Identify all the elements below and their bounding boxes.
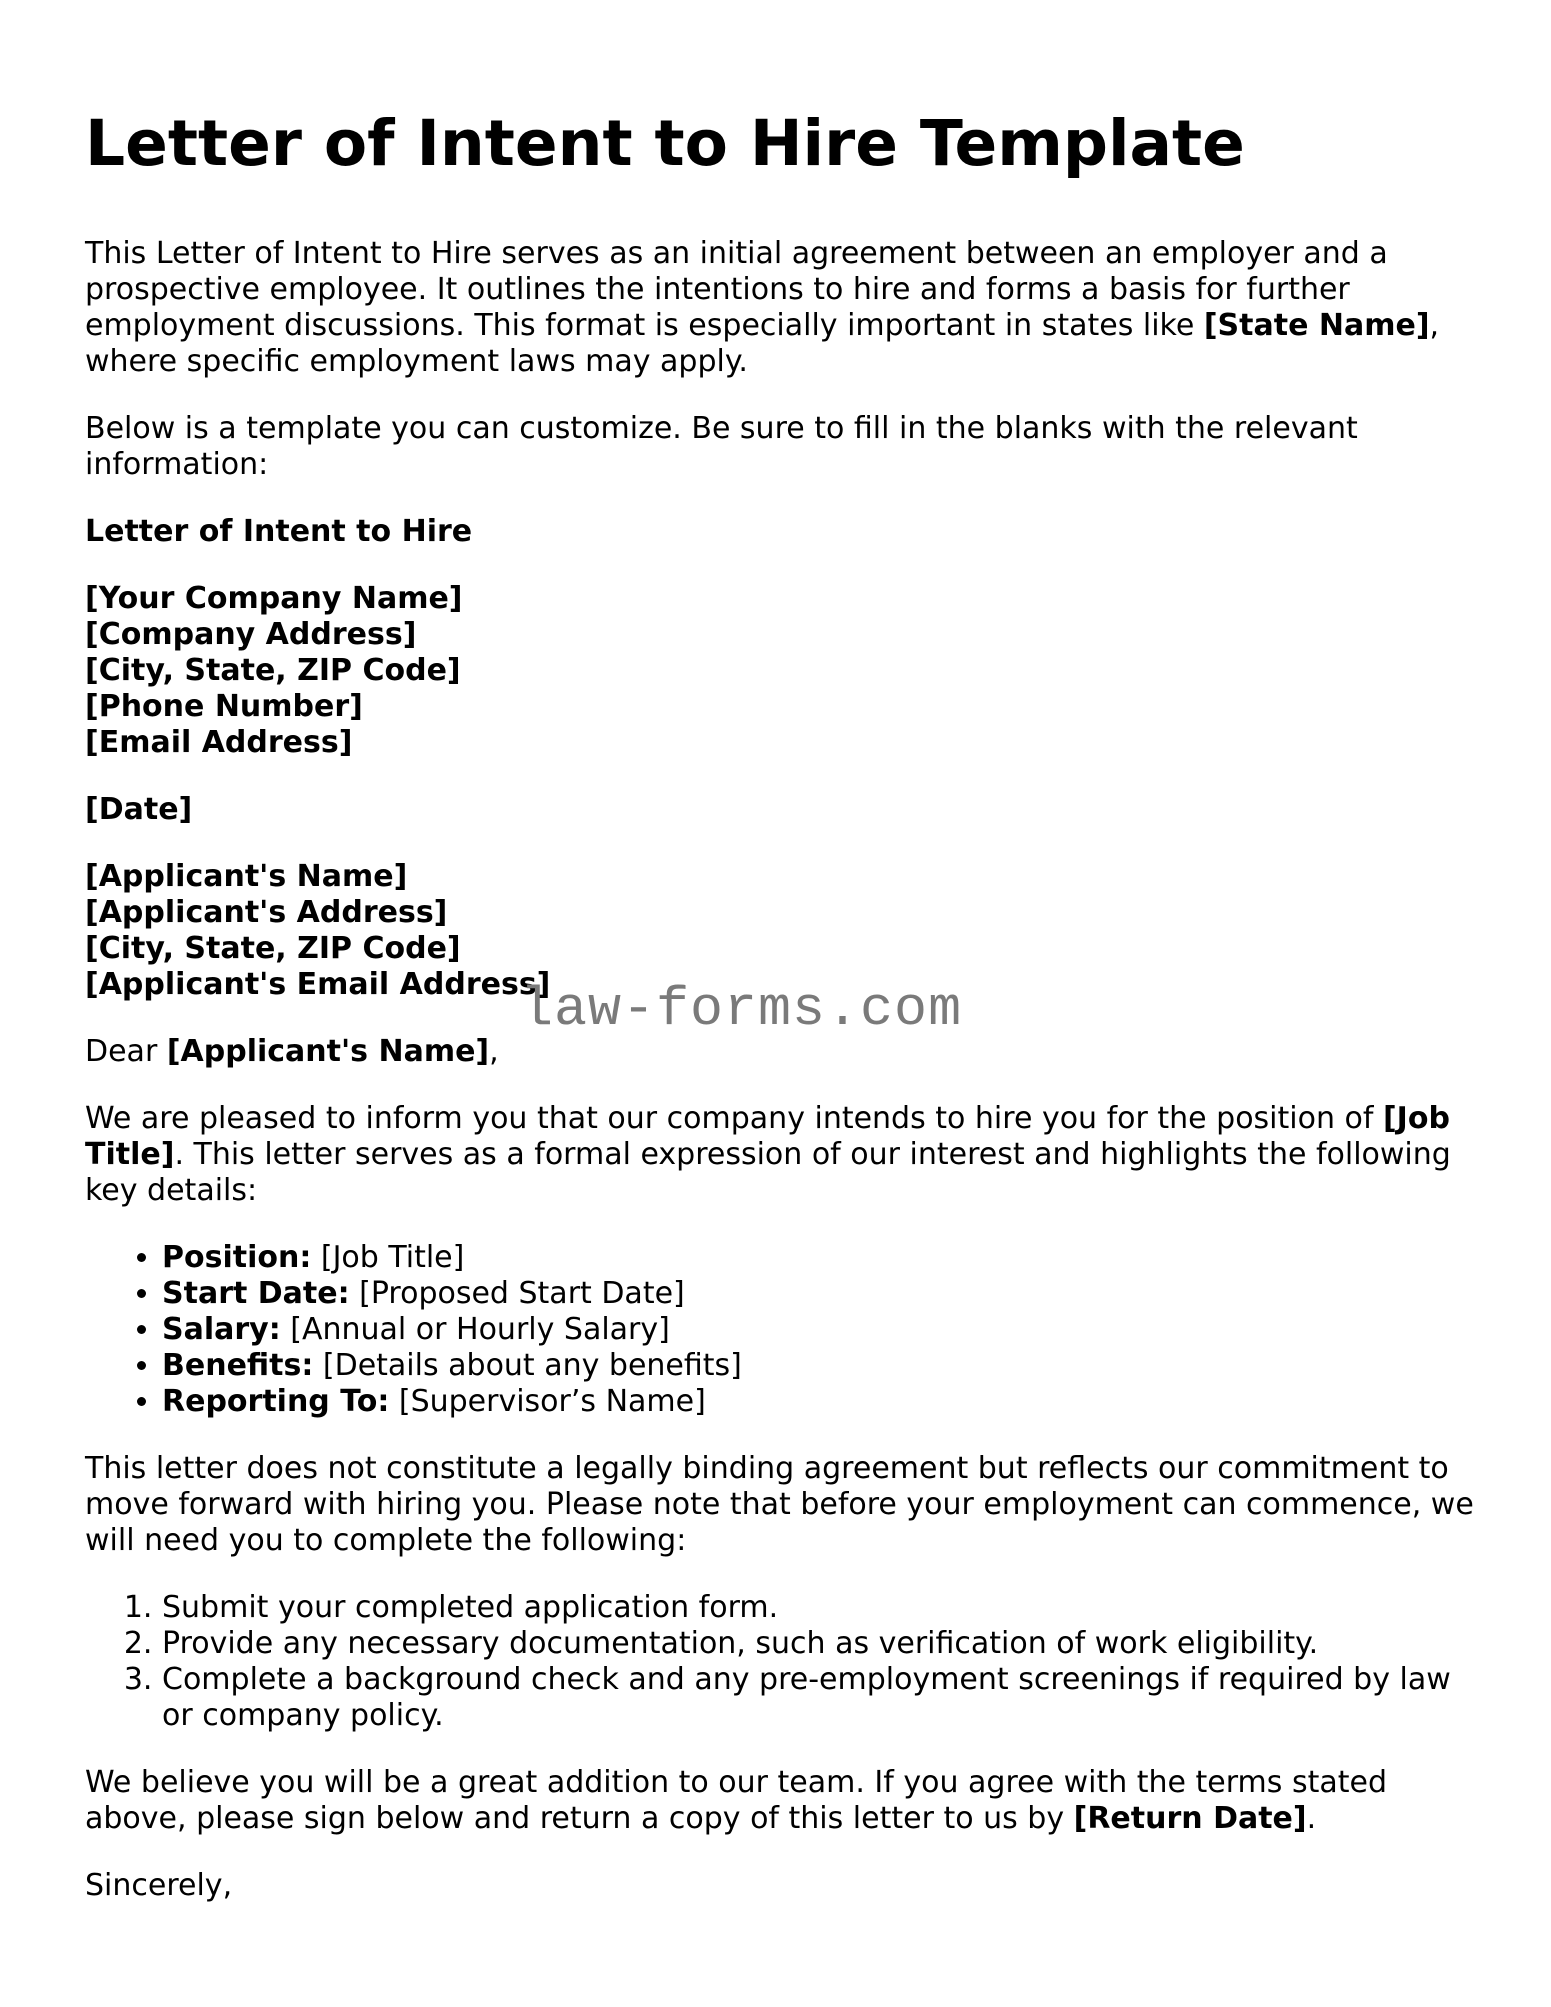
signoff: Sincerely,: [85, 1868, 233, 1903]
applicant-city-state-zip: [City, State, ZIP Code]: [85, 931, 461, 966]
company-phone: [Phone Number]: [85, 689, 363, 724]
closing-paragraph: [85, 1765, 1485, 1837]
requirements-list: [85, 1590, 1485, 1734]
applicant-email: [Applicant's Email Address]: [85, 967, 551, 1002]
list-item: [162, 1276, 1485, 1312]
offer-paragraph: [85, 1101, 1485, 1209]
watermark: law-forms.com: [520, 978, 963, 1041]
salutation-name: [Applicant's Name]: [166, 1034, 490, 1069]
detail-label: Position:: [162, 1240, 312, 1275]
intro-paragraph: [85, 236, 1485, 380]
closing-text-end: .: [1306, 1801, 1317, 1836]
conditions-paragraph: This letter does not constitute a legally binding agreement but reflects our commitment to move forward with hiring you. Please note that before your employment can commence, we will need you to complete the following:: [85, 1451, 1474, 1558]
document-page: [85, 104, 1485, 1935]
job-title-placeholder: [Job Title]: [85, 1101, 1450, 1172]
company-name: [Your Company Name]: [85, 581, 463, 616]
company-address-block: [85, 581, 1485, 761]
instructions-paragraph: Below is a template you can customize. Be sure to fill in the blanks with the relevant information:: [85, 411, 1358, 482]
detail-label: Salary:: [162, 1312, 281, 1347]
list-item: [162, 1384, 1485, 1420]
intro-text-end: , where specific employment laws may apply.: [85, 308, 1440, 379]
salutation-prefix: Dear: [85, 1034, 167, 1069]
applicant-name: [Applicant's Name]: [85, 859, 408, 894]
salutation: [85, 1034, 1485, 1070]
document-title: Letter of Intent to Hire Template: [85, 107, 1245, 180]
intro-text: This Letter of Intent to Hire serves as an initial agreement between an employer and a prospective employee. It outlines the intentions to hire and forms a basis for further employment discussions. This format is especially important in states like: [85, 236, 1388, 343]
company-city-state-zip: [City, State, ZIP Code]: [85, 653, 461, 688]
detail-value: [Details about any benefits]: [313, 1348, 742, 1383]
detail-value: [Annual or Hourly Salary]: [280, 1312, 670, 1347]
detail-label: Start Date:: [162, 1276, 350, 1311]
offer-text: We are pleased to inform you that our company intends to hire you for the position of: [85, 1101, 1383, 1136]
detail-label: Reporting To:: [162, 1384, 390, 1419]
detail-value: [Job Title]: [311, 1240, 465, 1275]
state-name-placeholder: [State Name]: [1203, 308, 1430, 343]
applicant-address-block: [85, 859, 1485, 1003]
applicant-address: [Applicant's Address]: [85, 895, 448, 930]
detail-value: [Proposed Start Date]: [349, 1276, 685, 1311]
date-block: [85, 792, 1485, 828]
list-item: 1. Submit your completed application form.: [162, 1590, 1485, 1626]
letter-heading: [85, 514, 1485, 550]
return-date-placeholder: [Return Date]: [1073, 1801, 1307, 1836]
key-details-list: [85, 1240, 1485, 1420]
letter-heading-text: Letter of Intent to Hire: [85, 514, 473, 549]
company-email: [Email Address]: [85, 725, 353, 760]
letter-date: [Date]: [85, 792, 193, 827]
list-item: [162, 1348, 1485, 1384]
detail-label: Benefits:: [162, 1348, 314, 1383]
list-item: 2. Provide any necessary documentation, such as verification of work eligibility.: [162, 1626, 1485, 1662]
detail-value: [Supervisor’s Name]: [389, 1384, 706, 1419]
list-item: [162, 1240, 1485, 1276]
salutation-suffix: ,: [489, 1034, 499, 1069]
company-address: [Company Address]: [85, 617, 417, 652]
list-item: 3. Complete a background check and any pre-employment screenings if required by law or company policy.: [162, 1662, 1485, 1734]
offer-text-end: . This letter serves as a formal expression of our interest and highlights the following key details:: [85, 1137, 1451, 1208]
closing-text: We believe you will be a great addition to our team. If you agree with the terms stated above, please sign below and return a copy of this letter to us by: [85, 1765, 1387, 1836]
list-item: [162, 1312, 1485, 1348]
